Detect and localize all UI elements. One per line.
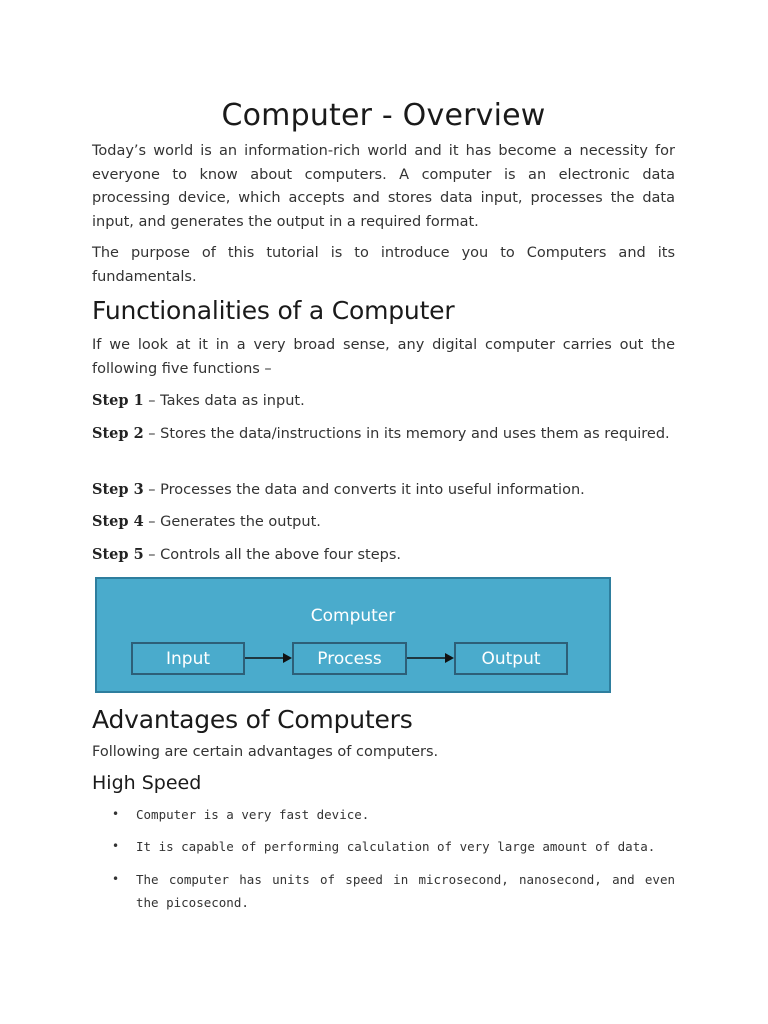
functionalities-heading: Functionalities of a Computer bbox=[92, 296, 455, 325]
arrow-right-icon bbox=[245, 650, 293, 666]
list-item-text: The computer has units of speed in microsecond, nanosecond, and even the picosecond. bbox=[136, 872, 675, 910]
step-label: Step 1 bbox=[92, 392, 144, 409]
bullet-icon: • bbox=[112, 872, 120, 886]
intro-paragraph-1: Today’s world is an information-rich world and it has become a necessity for everyone to know about computers. A computer is an electronic data processing device, which accepts and stores data input, processes the data input, and generates the output in a required format. bbox=[92, 143, 675, 230]
list-item bbox=[112, 835, 675, 858]
process-box: Process bbox=[292, 642, 407, 675]
step-3 bbox=[92, 478, 675, 503]
diagram-title: Computer bbox=[310, 606, 396, 626]
step-text: – Stores the data/instructions in its memory and uses them as required. bbox=[143, 426, 670, 442]
input-box: Input bbox=[131, 642, 245, 675]
output-box: Output bbox=[454, 642, 568, 675]
functionalities-lead: If we look at it in a very broad sense, any digital computer carries out the following five functions – bbox=[92, 337, 675, 377]
step-5 bbox=[92, 543, 675, 568]
step-2 bbox=[92, 422, 675, 447]
step-4 bbox=[92, 510, 675, 535]
step-text: – Controls all the above four steps. bbox=[143, 547, 402, 563]
advantages-heading: Advantages of Computers bbox=[92, 705, 413, 734]
step-text: – Processes the data and converts it into useful information. bbox=[143, 482, 585, 498]
list-item bbox=[112, 868, 675, 914]
list-item-text: It is capable of performing calculation of very large amount of data. bbox=[136, 839, 656, 854]
list-item bbox=[112, 803, 675, 826]
step-text: – Generates the output. bbox=[143, 514, 321, 530]
step-label: Step 4 bbox=[92, 513, 144, 530]
high-speed-heading: High Speed bbox=[92, 772, 202, 794]
advantages-lead: Following are certain advantages of computers. bbox=[92, 744, 439, 760]
list-item-text: Computer is a very fast device. bbox=[136, 807, 370, 822]
step-1 bbox=[92, 389, 675, 414]
arrow-right-icon bbox=[407, 650, 455, 666]
step-label: Step 3 bbox=[92, 481, 144, 498]
step-label: Step 5 bbox=[92, 546, 144, 563]
step-text: – Takes data as input. bbox=[143, 393, 305, 409]
step-label: Step 2 bbox=[92, 425, 144, 442]
page-title: Computer - Overview bbox=[221, 98, 546, 133]
bullet-icon: • bbox=[112, 839, 120, 853]
intro-paragraph-2: The purpose of this tutorial is to introduce you to Computers and its fundamentals. bbox=[92, 245, 675, 285]
computer-diagram bbox=[95, 577, 611, 693]
bullet-icon: • bbox=[112, 807, 120, 821]
